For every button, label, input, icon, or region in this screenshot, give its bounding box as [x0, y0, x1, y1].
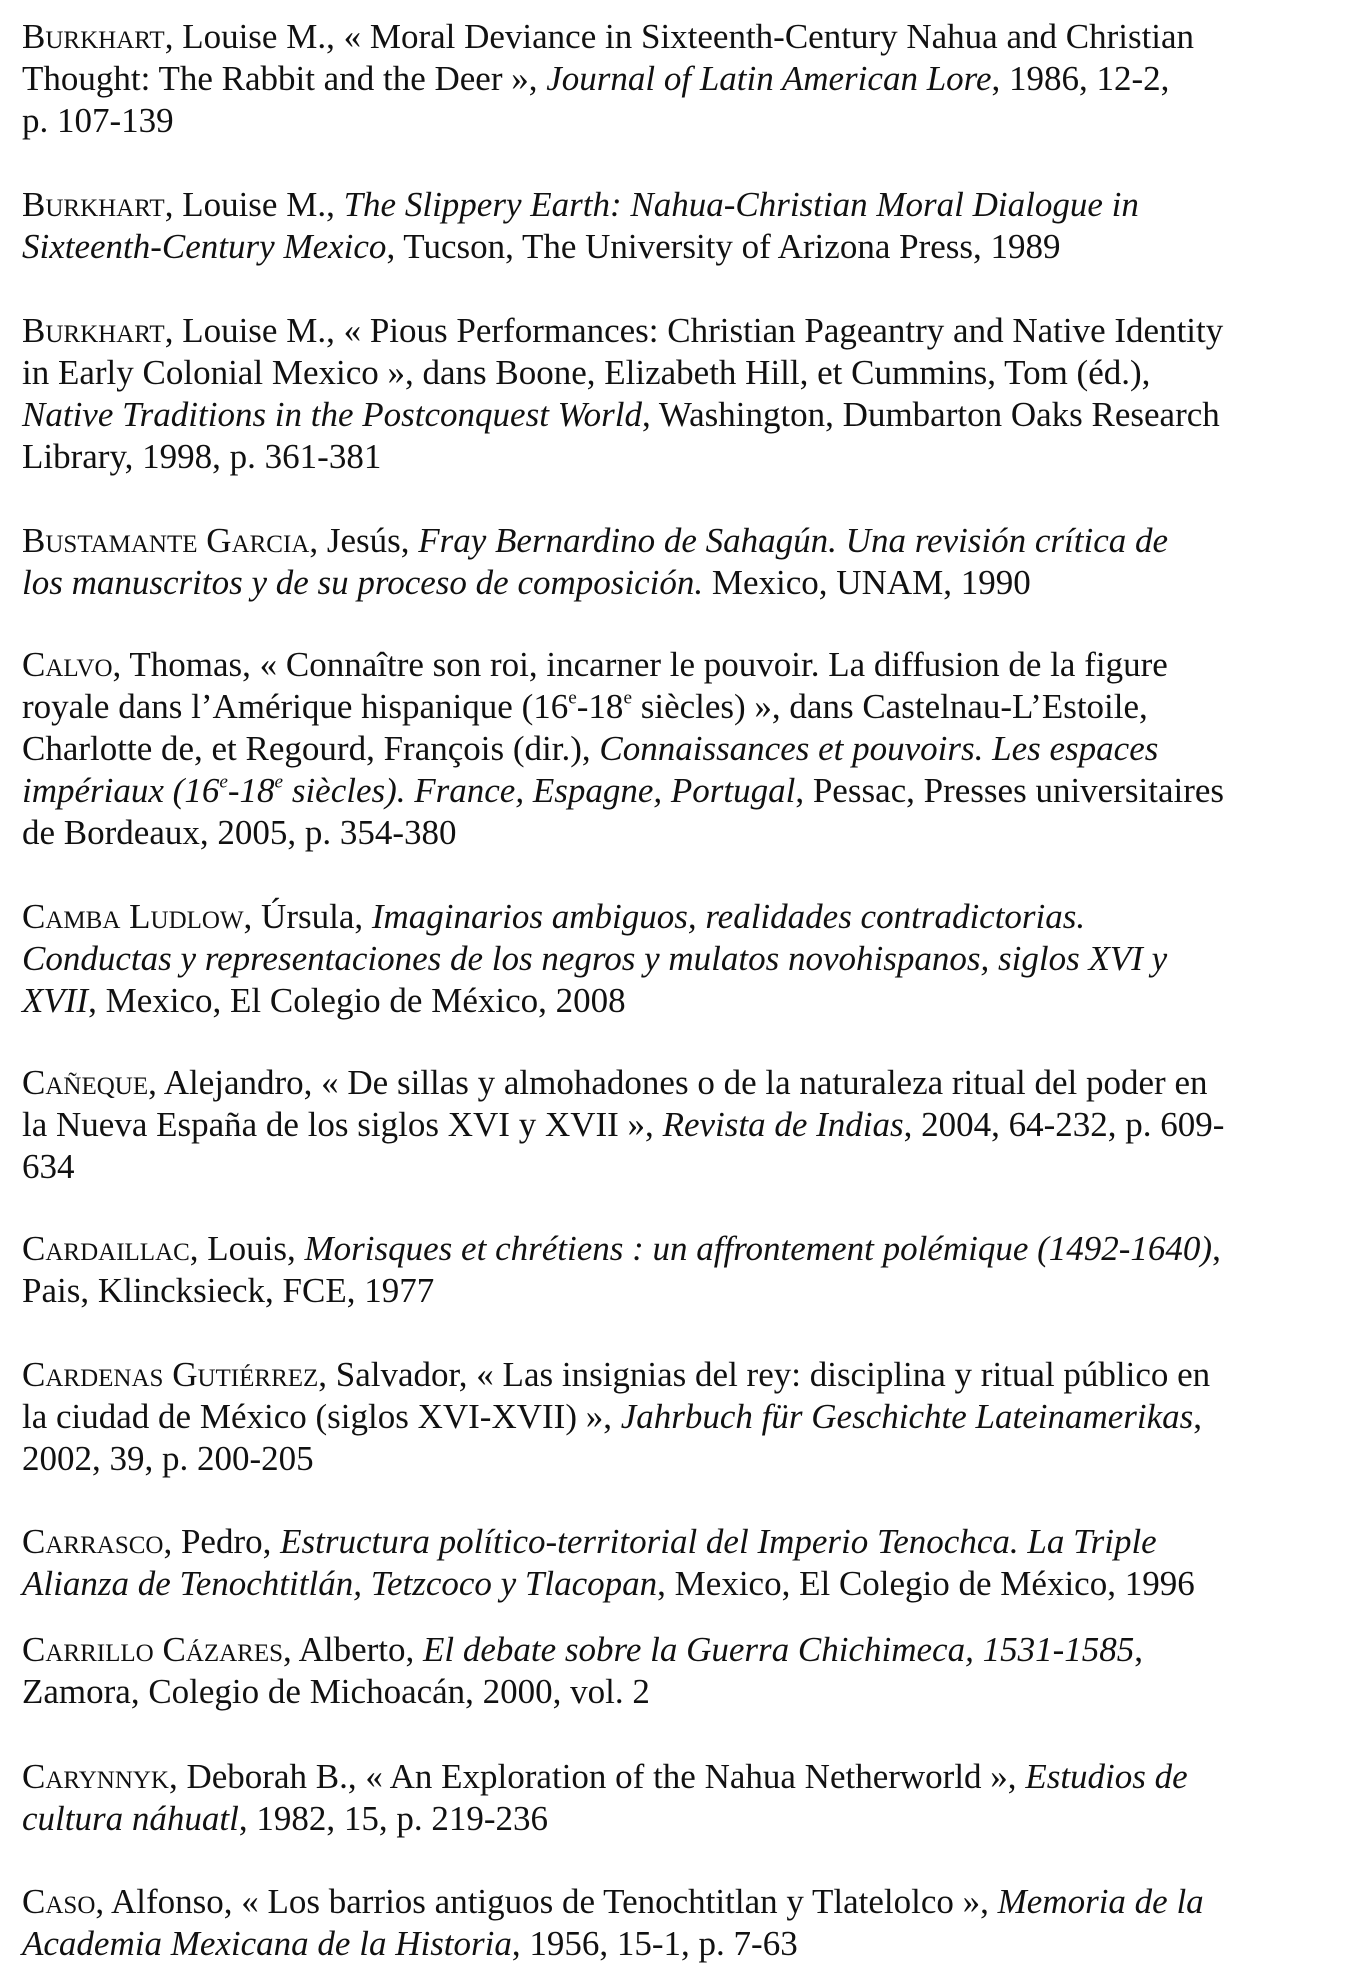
text-segment: C [22, 1757, 46, 1796]
entry-line [22, 1354, 1342, 1396]
title-text: Fray Bernardino de Sahagún. Una revisión crítica de [418, 521, 1169, 560]
entry-line [22, 100, 1342, 142]
text-segment: , Pedro, [163, 1522, 281, 1561]
text-segment: C [22, 1630, 46, 1669]
text-segment: la Nueva España de los siglos XVI y XVII », [22, 1105, 663, 1144]
entry-line [22, 1270, 1342, 1312]
text-segment: Thought: The Rabbit and the Deer », [22, 59, 547, 98]
text-segment: , Alejandro, « De sillas y almohadones o de la naturaleza ritual del poder en [148, 1063, 1208, 1102]
text-segment: , [1134, 1630, 1143, 1669]
text-segment: Mexico, UNAM, 1990 [703, 563, 1031, 602]
title-text: Estudios de [1025, 1757, 1188, 1796]
text-segment: e [568, 687, 577, 709]
text-segment: , 1956, 15-1, p. 7-63 [511, 1924, 798, 1963]
entry-line [22, 1396, 1342, 1438]
author-name: arcia [231, 521, 310, 560]
bibliography-entry [22, 1062, 1342, 1188]
entry-line [22, 562, 1342, 604]
text-segment: G [197, 521, 232, 560]
text-segment: , Deborah B., « An Exploration of the Nahua Netherworld », [168, 1757, 1026, 1796]
text-segment: C [22, 645, 46, 684]
text-segment: , Alberto, [283, 1630, 424, 1669]
entry-line [22, 938, 1342, 980]
entry-line [22, 226, 1342, 268]
bibliography-entry [22, 310, 1342, 478]
entry-line [22, 1923, 1342, 1965]
entry-line [22, 352, 1342, 394]
entry-line [22, 770, 1342, 812]
author-name: aso [45, 1882, 96, 1921]
entry-line [22, 1563, 1342, 1605]
text-segment: , Mexico, El Colegio de México, 2008 [88, 981, 626, 1020]
title-text: -18 [227, 771, 275, 810]
text-segment: C [22, 1522, 46, 1561]
text-segment: royale dans l’Amérique hispanique (16 [22, 687, 569, 726]
entry-line [22, 1798, 1342, 1840]
entry-line [22, 686, 1342, 728]
text-segment: B [22, 185, 46, 224]
bibliography-entry [22, 520, 1342, 604]
text-segment: , 2004, 64-232, p. 609- [903, 1105, 1225, 1144]
bibliography-entry [22, 1629, 1342, 1713]
title-text: The Slippery Earth: Nahua-Christian Moral Dialogue in [343, 185, 1139, 224]
title-text: Academia Mexicana de la Historia [22, 1924, 512, 1963]
entry-line [22, 1062, 1342, 1104]
title-text: impériaux (16 [22, 771, 220, 810]
text-segment: 2002, 39, p. 200-205 [22, 1439, 314, 1478]
text-segment: C [22, 1355, 46, 1394]
title-text: Memoria de la [997, 1882, 1204, 1921]
author-name: ardaillac [45, 1229, 190, 1268]
text-segment: , Louise M., [164, 185, 344, 224]
author-name: ardenas [45, 1355, 164, 1394]
title-text: Journal of Latin American Lore [546, 59, 992, 98]
title-text: Morisques et chrétiens : un affrontement polémique (1492-1640) [304, 1229, 1213, 1268]
text-segment: Charlotte de, et Regourd, François (dir.), [22, 729, 600, 768]
text-segment: , Pessac, Presses universitaires [795, 771, 1225, 810]
entry-line [22, 1756, 1342, 1798]
text-segment: B [22, 17, 46, 56]
entry-line [22, 728, 1342, 770]
entry-line [22, 1881, 1342, 1923]
text-segment: Zamora, Colegio de Michoacán, 2000, vol. 2 [22, 1672, 650, 1711]
entry-line [22, 58, 1342, 100]
author-name: urkhart [45, 311, 165, 350]
author-name: arrillo [45, 1630, 154, 1669]
text-segment: C [22, 1229, 46, 1268]
title-text: Imaginarios ambiguos, realidades contradictorias. [371, 897, 1086, 936]
bibliography-entry [22, 1228, 1342, 1312]
entry-line [22, 1228, 1342, 1270]
entry-line [22, 520, 1342, 562]
bibliography-entry [22, 16, 1342, 142]
title-text: Connaissances et pouvoirs. Les espaces [599, 729, 1159, 768]
text-segment: la ciudad de México (siglos XVI-XVII) », [22, 1397, 621, 1436]
title-text: XVII [22, 981, 89, 1020]
text-segment: , Louise M., « Pious Performances: Christian Pageantry and Native Identity [164, 311, 1224, 350]
text-segment: G [163, 1355, 198, 1394]
entry-line [22, 394, 1342, 436]
author-name: arrasco [45, 1522, 164, 1561]
entry-line [22, 1104, 1342, 1146]
title-text: e [219, 771, 228, 793]
title-text: siècles). France, Espagne, Portugal [283, 771, 796, 810]
title-text: El debate sobre la Guerra Chichimeca, 1531-1585 [423, 1630, 1135, 1669]
title-text: cultura náhuatl [22, 1799, 239, 1838]
author-name: añeque [45, 1063, 149, 1102]
title-text: Estructura político-territorial del Imperio Tenochca. La Triple [280, 1522, 1157, 1561]
bibliography-entry [22, 896, 1342, 1022]
title-text: Native Traditions in the Postconquest World [22, 395, 642, 434]
text-segment: , [1193, 1397, 1203, 1436]
text-segment: B [22, 521, 46, 560]
text-segment: siècles) », dans Castelnau-L’Estoile, [631, 687, 1148, 726]
author-name: alvo [45, 645, 113, 684]
bibliography-entry [22, 644, 1342, 854]
author-name: urkhart [45, 17, 165, 56]
text-segment: , Louis, [189, 1229, 305, 1268]
title-text: los manuscritos y de su proceso de composición. [22, 563, 704, 602]
bibliography-entry [22, 184, 1342, 268]
text-segment: , Úrsula, [243, 897, 372, 936]
entry-line [22, 1146, 1342, 1188]
text-segment: , Mexico, El Colegio de México, 1996 [657, 1564, 1195, 1603]
text-segment: de Bordeaux, 2005, p. 354-380 [22, 813, 457, 852]
entry-line [22, 812, 1342, 854]
text-segment: B [22, 311, 46, 350]
entry-line [22, 1671, 1342, 1713]
entry-line [22, 896, 1342, 938]
text-segment: , 1986, 12-2, [991, 59, 1170, 98]
bibliography-entry [22, 1881, 1342, 1965]
entry-line [22, 310, 1342, 352]
text-segment: , Washington, Dumbarton Oaks Research [641, 395, 1220, 434]
author-name: utiérrez [197, 1355, 319, 1394]
text-segment: , [1212, 1229, 1221, 1268]
author-name: urkhart [45, 185, 165, 224]
author-name: ustamante [45, 521, 198, 560]
text-segment: , Tucson, The University of Arizona Press, 1989 [386, 227, 1061, 266]
entry-line [22, 1438, 1342, 1480]
entry-line [22, 1521, 1342, 1563]
entry-line [22, 980, 1342, 1022]
text-segment: L [120, 897, 151, 936]
author-name: ázares [185, 1630, 284, 1669]
text-segment: C [22, 897, 46, 936]
bibliography-entry [22, 1354, 1342, 1480]
author-name: amba [45, 897, 121, 936]
text-segment: , Salvador, « Las insignias del rey: disciplina y ritual público en [318, 1355, 1211, 1394]
text-segment: C [153, 1630, 186, 1669]
text-segment: , Louise M., « Moral Deviance in Sixteenth-Century Nahua and Christian [164, 17, 1195, 56]
text-segment: , Jesús, [309, 521, 419, 560]
text-segment: e [623, 687, 632, 709]
title-text: Sixteenth-Century Mexico [22, 227, 387, 266]
title-text: e [274, 771, 284, 793]
text-segment: in Early Colonial Mexico », dans Boone, Elizabeth Hill, et Cummins, Tom (éd.), [22, 353, 1151, 392]
entry-line [22, 16, 1342, 58]
entry-line [22, 436, 1342, 478]
text-segment: , 1982, 15, p. 219-236 [238, 1799, 548, 1838]
title-text: Alianza de Tenochtitlán, Tetzcoco y Tlacopan [22, 1564, 658, 1603]
author-name: udlow [150, 897, 244, 936]
text-segment: C [22, 1882, 46, 1921]
title-text: Jahrbuch für Geschichte Lateinamerikas [620, 1397, 1194, 1436]
text-segment: 634 [22, 1147, 75, 1186]
text-segment: , Thomas, « Connaître son roi, incarner le pouvoir. La diffusion de la figure [112, 645, 1168, 684]
entry-line [22, 1629, 1342, 1671]
text-segment: , Alfonso, « Los barrios antiguos de Tenochtitlan y Tlatelolco », [95, 1882, 998, 1921]
title-text: Revista de Indias [662, 1105, 904, 1144]
title-text: Conductas y representaciones de los negros y mulatos novohispanos, siglos XVI y [22, 939, 1168, 978]
entry-line [22, 644, 1342, 686]
text-segment: -18 [576, 687, 624, 726]
author-name: arynnyk [45, 1757, 169, 1796]
bibliography-entry [22, 1521, 1342, 1605]
text-segment: C [22, 1063, 46, 1102]
text-segment: Library, 1998, p. 361-381 [22, 437, 382, 476]
bibliography-entry [22, 1756, 1342, 1840]
text-segment: Pais, Klincksieck, FCE, 1977 [22, 1271, 435, 1310]
entry-line [22, 184, 1342, 226]
text-segment: p. 107-139 [22, 101, 174, 140]
